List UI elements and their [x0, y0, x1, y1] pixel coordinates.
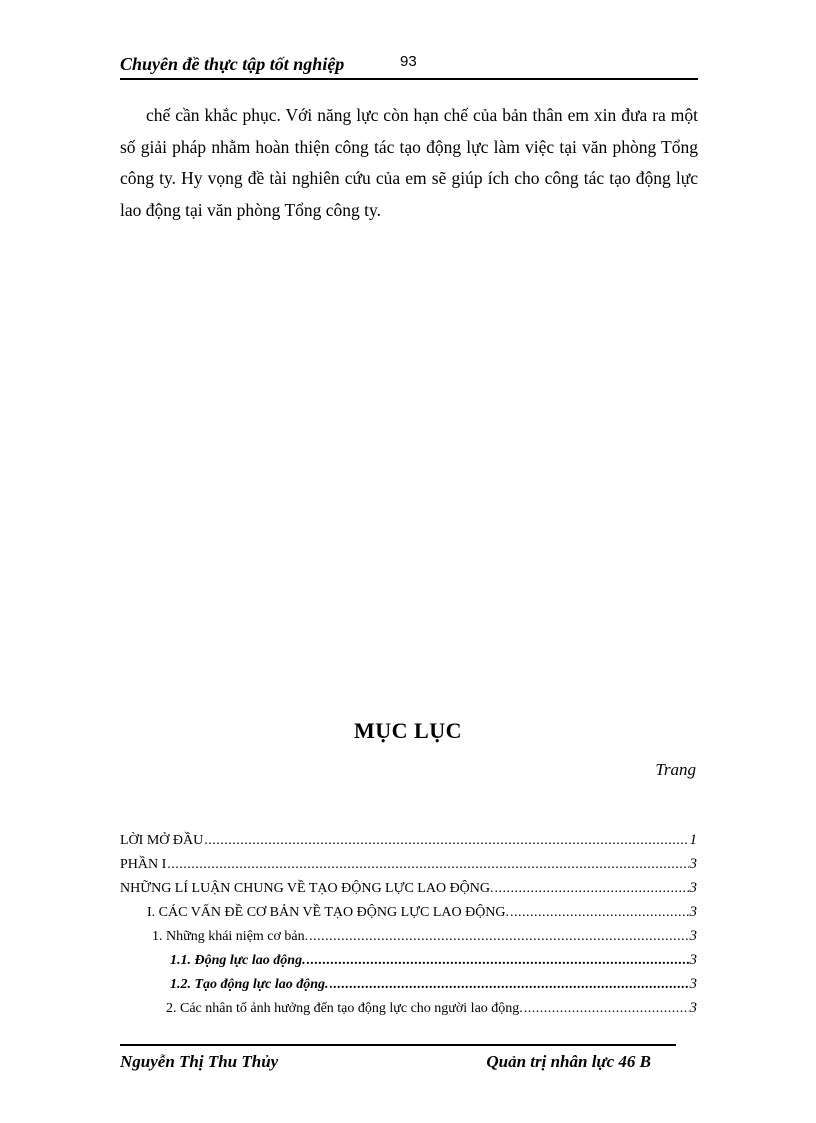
footer-author: Nguyễn Thị Thu Thủy: [120, 1052, 279, 1071]
page-header: [120, 52, 698, 80]
toc-entry-label: NHỮNG LÍ LUẬN CHUNG VỀ TẠO ĐỘNG LỰC LAO ĐỘNG.: [120, 881, 494, 896]
toc-entry[interactable]: [120, 900, 697, 924]
page-footer: [120, 1044, 676, 1071]
toc-entry[interactable]: [120, 972, 697, 996]
toc-leader: [495, 877, 689, 900]
body-paragraph: chế cần khắc phục. Với năng lực còn hạn chế của bản thân em xin đưa ra một số giải pháp nhằm hoàn thiện công tác tạo động lực làm việc tại văn phòng Tổng công ty. Hy vọng đề tài nghiên cứu của em sẽ giúp ích cho công tác tạo động lực lao động tại văn phòng Tổng công ty.: [120, 105, 698, 220]
page-number: 93: [400, 53, 417, 70]
toc-entry[interactable]: [120, 876, 697, 900]
toc-entry-label: 1. Những khái niệm cơ bản.: [152, 929, 309, 944]
toc-entry[interactable]: [120, 828, 697, 852]
toc-entry-page: 3: [689, 856, 697, 872]
toc-entry[interactable]: [120, 852, 697, 876]
toc-entry[interactable]: [120, 924, 697, 948]
toc-entry-label: PHẦN I: [120, 857, 167, 872]
toc-leader: [524, 997, 689, 1020]
toc-leader: [510, 901, 688, 924]
body-text: [120, 100, 698, 226]
toc-entry-page: 1: [689, 832, 697, 848]
toc-entry-label: LỜI MỞ ĐẦU: [120, 833, 204, 848]
toc-title: MỤC LỤC: [354, 718, 462, 743]
toc-leader: [309, 925, 688, 948]
toc-entry-page: 3: [689, 904, 697, 920]
header-title: Chuyên đề thực tập tốt nghiệp: [120, 54, 345, 74]
toc-entry-page: 3: [689, 976, 697, 992]
toc-entry-label: 1.2. Tạo động lực lao động.: [170, 977, 329, 992]
toc-entry-label: 2. Các nhân tố ảnh hưởng đến tạo động lực cho người lao động.: [166, 1001, 523, 1016]
toc-leader: [307, 949, 689, 972]
toc-entry[interactable]: [120, 996, 697, 1020]
footer-class: Quản trị nhân lực 46 B: [486, 1052, 651, 1071]
toc-entry-label: 1.1. Động lực lao động.: [170, 953, 306, 968]
toc-entry-page: 3: [689, 1000, 697, 1016]
toc-entry-page: 3: [689, 952, 697, 968]
toc-leader: [330, 973, 689, 996]
toc-leader: [167, 853, 688, 876]
toc-entry-page: 3: [689, 928, 697, 944]
toc-page-column-label: Trang: [655, 760, 696, 779]
toc-entry-label: I. CÁC VẤN ĐỀ CƠ BẢN VỀ TẠO ĐỘNG LỰC LAO ĐỘNG.: [147, 905, 510, 920]
table-of-contents: [120, 828, 697, 1020]
toc-entry-page: 3: [689, 880, 697, 896]
toc-entry[interactable]: [120, 948, 697, 972]
toc-leader: [204, 829, 688, 852]
